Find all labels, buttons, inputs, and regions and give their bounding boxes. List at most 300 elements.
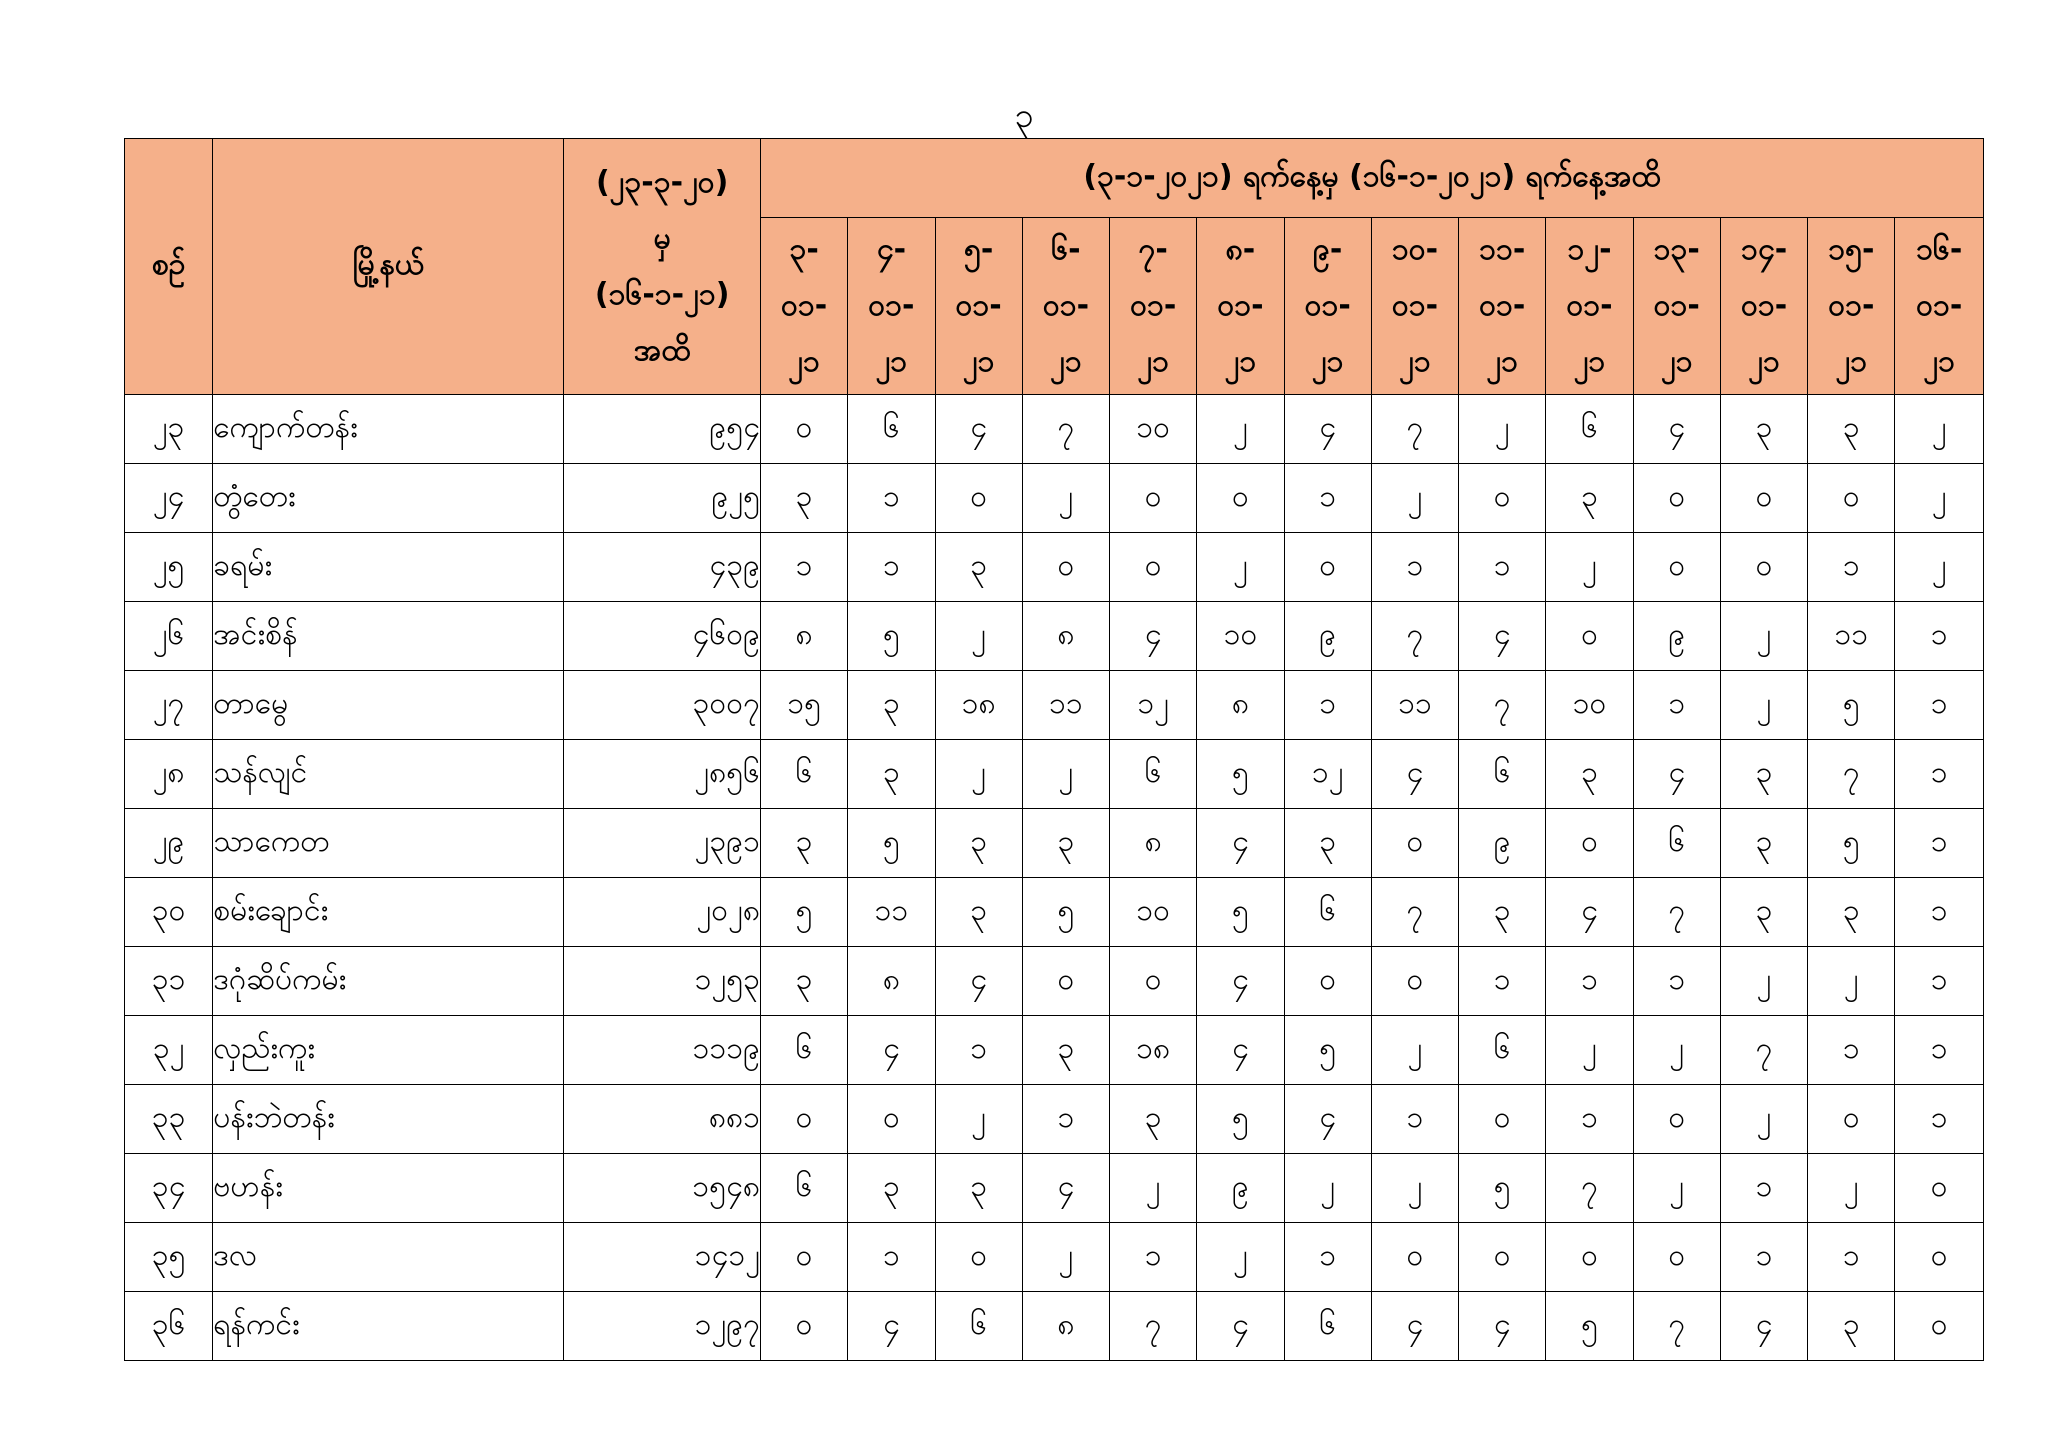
header-date bbox=[1284, 218, 1371, 395]
daily-value: ၁ bbox=[1459, 533, 1546, 602]
row-number: ၂၉ bbox=[125, 809, 213, 878]
township-name: ရန်ကင်း bbox=[213, 1292, 564, 1361]
daily-value: ၈ bbox=[1110, 809, 1197, 878]
daily-value: ၇ bbox=[1633, 878, 1720, 947]
row-number: ၂၄ bbox=[125, 464, 213, 533]
township-name: တာမွေ bbox=[213, 671, 564, 740]
daily-value: ၅ bbox=[848, 602, 935, 671]
table-row bbox=[125, 1085, 1984, 1154]
township-name: သာကေတ bbox=[213, 809, 564, 878]
daily-value: ၃ bbox=[935, 1154, 1022, 1223]
header-date bbox=[1022, 218, 1109, 395]
daily-value: ၀ bbox=[1110, 947, 1197, 1016]
header-date-part: ၈- bbox=[1225, 232, 1256, 267]
table-row bbox=[125, 533, 1984, 602]
row-number: ၃၆ bbox=[125, 1292, 213, 1361]
header-date-part: ၀၁- bbox=[1217, 288, 1264, 323]
daily-value: ၁၁ bbox=[1371, 671, 1458, 740]
header-date-part: ၂၁ bbox=[1923, 344, 1956, 379]
daily-value: ၁၈ bbox=[1110, 1016, 1197, 1085]
daily-value: ၁ bbox=[1895, 740, 1984, 809]
daily-value: ၃ bbox=[935, 533, 1022, 602]
header-date bbox=[760, 218, 847, 395]
daily-value: ၀ bbox=[1110, 533, 1197, 602]
daily-value: ၄ bbox=[848, 1016, 935, 1085]
daily-value: ၆ bbox=[848, 395, 935, 464]
daily-value: ၇ bbox=[1720, 1016, 1807, 1085]
daily-value: ၄ bbox=[1197, 809, 1284, 878]
daily-value: ၁ bbox=[1720, 1223, 1807, 1292]
header-date bbox=[1371, 218, 1458, 395]
daily-value: ၄ bbox=[1197, 1292, 1284, 1361]
header-date-part: ၁၂- bbox=[1567, 232, 1612, 267]
header-date-part: ၀၁- bbox=[1479, 288, 1526, 323]
daily-value: ၃ bbox=[848, 671, 935, 740]
header-date-part: ၂၁ bbox=[1486, 344, 1519, 379]
header-date-part: ၂၁ bbox=[1573, 344, 1606, 379]
daily-value: ၃ bbox=[1808, 1292, 1895, 1361]
daily-value: ၄ bbox=[1633, 740, 1720, 809]
daily-value: ၀ bbox=[1110, 464, 1197, 533]
daily-value: ၁၂ bbox=[1110, 671, 1197, 740]
header-date bbox=[1895, 218, 1984, 395]
header-date-part: ၄- bbox=[876, 232, 907, 267]
header-date-part: ၉- bbox=[1313, 232, 1343, 267]
daily-value: ၁ bbox=[1808, 533, 1895, 602]
daily-value: ၁ bbox=[1895, 947, 1984, 1016]
daily-value: ၄ bbox=[935, 395, 1022, 464]
daily-value: ၄ bbox=[935, 947, 1022, 1016]
daily-value: ၂ bbox=[1110, 1154, 1197, 1223]
table-row bbox=[125, 1223, 1984, 1292]
table-row bbox=[125, 464, 1984, 533]
daily-value: ၀ bbox=[1808, 464, 1895, 533]
daily-value: ၄ bbox=[1284, 1085, 1371, 1154]
township-name: ခရမ်း bbox=[213, 533, 564, 602]
header-date-range: (၃-၁-၂၀၂၁) ရက်နေ့မှ (၁၆-၁-၂၀၂၁) ရက်နေ့အထိ bbox=[760, 139, 1983, 218]
daily-value: ၀ bbox=[1459, 1223, 1546, 1292]
daily-value: ၂ bbox=[1022, 1223, 1109, 1292]
daily-value: ၃ bbox=[1110, 1085, 1197, 1154]
table-row bbox=[125, 878, 1984, 947]
header-date-part: ၀၁- bbox=[1566, 288, 1613, 323]
daily-value: ၃ bbox=[1808, 395, 1895, 464]
daily-value: ၁၂ bbox=[1284, 740, 1371, 809]
table-row bbox=[125, 671, 1984, 740]
daily-value: ၆ bbox=[1459, 1016, 1546, 1085]
daily-value: ၀ bbox=[935, 464, 1022, 533]
daily-value: ၄ bbox=[1197, 947, 1284, 1016]
daily-value: ၁ bbox=[1720, 1154, 1807, 1223]
daily-value: ၃ bbox=[1022, 809, 1109, 878]
daily-value: ၂ bbox=[1633, 1154, 1720, 1223]
header-date-part: ၂၁ bbox=[1137, 344, 1169, 379]
header-date bbox=[1720, 218, 1807, 395]
daily-value: ၅ bbox=[1197, 1085, 1284, 1154]
daily-value: ၅ bbox=[1546, 1292, 1633, 1361]
daily-value: ၉ bbox=[1197, 1154, 1284, 1223]
period-total: ၁၂၉၇ bbox=[564, 1292, 761, 1361]
daily-value: ၆ bbox=[1633, 809, 1720, 878]
daily-value: ၁ bbox=[1371, 533, 1458, 602]
header-date-part: ၂၁ bbox=[1660, 344, 1693, 379]
daily-value: ၆ bbox=[935, 1292, 1022, 1361]
period-total: ၁၁၁၉ bbox=[564, 1016, 761, 1085]
header-township: မြို့နယ် bbox=[213, 139, 564, 395]
header-date bbox=[848, 218, 935, 395]
daily-value: ၀ bbox=[1284, 533, 1371, 602]
daily-value: ၀ bbox=[1197, 464, 1284, 533]
daily-value: ၇ bbox=[1546, 1154, 1633, 1223]
table-row bbox=[125, 1154, 1984, 1223]
daily-value: ၅ bbox=[1197, 878, 1284, 947]
daily-value: ၀ bbox=[1022, 947, 1109, 1016]
daily-value: ၂ bbox=[1808, 947, 1895, 1016]
daily-value: ၃ bbox=[1546, 464, 1633, 533]
daily-value: ၆ bbox=[1284, 1292, 1371, 1361]
township-name: ကျောက်တန်း bbox=[213, 395, 564, 464]
daily-value: ၄ bbox=[1459, 602, 1546, 671]
daily-value: ၂ bbox=[1284, 1154, 1371, 1223]
row-number: ၂၃ bbox=[125, 395, 213, 464]
period-total: ၉၂၅ bbox=[564, 464, 761, 533]
daily-value: ၂ bbox=[1895, 464, 1984, 533]
header-period-line: အထိ bbox=[633, 332, 691, 368]
daily-value: ၃ bbox=[935, 878, 1022, 947]
daily-value: ၆ bbox=[1459, 740, 1546, 809]
period-total: ၂၃၉၁ bbox=[564, 809, 761, 878]
daily-value: ၂ bbox=[1197, 533, 1284, 602]
row-number: ၂၈ bbox=[125, 740, 213, 809]
case-table bbox=[124, 138, 1984, 1361]
daily-value: ၁၈ bbox=[935, 671, 1022, 740]
daily-value: ၄ bbox=[848, 1292, 935, 1361]
daily-value: ၇ bbox=[1110, 1292, 1197, 1361]
daily-value: ၁ bbox=[1895, 671, 1984, 740]
daily-value: ၁၀ bbox=[1110, 878, 1197, 947]
header-date-part: ၁၁- bbox=[1479, 232, 1526, 267]
header-date-part: ၀၁- bbox=[955, 288, 1002, 323]
daily-value: ၃ bbox=[1459, 878, 1546, 947]
daily-value: ၂ bbox=[1546, 533, 1633, 602]
row-number: ၃၀ bbox=[125, 878, 213, 947]
daily-value: ၂ bbox=[1197, 1223, 1284, 1292]
daily-value: ၅ bbox=[760, 878, 847, 947]
daily-value: ၄ bbox=[1284, 395, 1371, 464]
daily-value: ၄ bbox=[1371, 740, 1458, 809]
daily-value: ၇ bbox=[1371, 878, 1458, 947]
daily-value: ၉ bbox=[1284, 602, 1371, 671]
header-date-part: ၂၁ bbox=[1399, 344, 1431, 379]
header-date bbox=[935, 218, 1022, 395]
header-period-line: (၁၆-၁-၂၁) bbox=[594, 276, 730, 312]
daily-value: ၀ bbox=[1371, 1223, 1458, 1292]
daily-value: ၂ bbox=[1720, 671, 1807, 740]
header-period-line: (၂၃-၃-၂၀) bbox=[595, 164, 729, 200]
daily-value: ၃ bbox=[1720, 878, 1807, 947]
header-date bbox=[1197, 218, 1284, 395]
daily-value: ၂ bbox=[1808, 1154, 1895, 1223]
table-body bbox=[125, 395, 1984, 1361]
daily-value: ၀ bbox=[1895, 1154, 1984, 1223]
header-date bbox=[1633, 218, 1720, 395]
daily-value: ၃ bbox=[935, 809, 1022, 878]
daily-value: ၀ bbox=[1633, 533, 1720, 602]
township-name: ဒဂုံဆိပ်ကမ်း bbox=[213, 947, 564, 1016]
township-name: အင်းစိန် bbox=[213, 602, 564, 671]
daily-value: ၀ bbox=[1633, 464, 1720, 533]
period-total: ၂၈၅၆ bbox=[564, 740, 761, 809]
header-date-part: ၁၆- bbox=[1916, 232, 1963, 267]
header-date bbox=[1546, 218, 1633, 395]
daily-value: ၇ bbox=[1633, 1292, 1720, 1361]
daily-value: ၇ bbox=[1459, 671, 1546, 740]
header-date-part: ၂၁ bbox=[788, 344, 820, 379]
row-number: ၃၅ bbox=[125, 1223, 213, 1292]
daily-value: ၀ bbox=[848, 1085, 935, 1154]
daily-value: ၆ bbox=[1110, 740, 1197, 809]
daily-value: ၆ bbox=[760, 740, 847, 809]
header-date-part: ၀၁- bbox=[1130, 288, 1177, 323]
header-date-part: ၀၁- bbox=[1828, 288, 1875, 323]
header-date-part: ၀၁- bbox=[1042, 288, 1090, 323]
header-date-part: ၂၁ bbox=[1748, 344, 1780, 379]
daily-value: ၁ bbox=[1895, 809, 1984, 878]
daily-value: ၀ bbox=[1808, 1085, 1895, 1154]
daily-value: ၃ bbox=[1720, 809, 1807, 878]
daily-value: ၇ bbox=[1022, 395, 1109, 464]
daily-value: ၁ bbox=[1284, 1223, 1371, 1292]
period-total: ၁၄၁၂ bbox=[564, 1223, 761, 1292]
daily-value: ၃ bbox=[848, 740, 935, 809]
township-name: တွံတေး bbox=[213, 464, 564, 533]
table-row bbox=[125, 1292, 1984, 1361]
daily-value: ၆ bbox=[1546, 395, 1633, 464]
daily-value: ၇ bbox=[1808, 740, 1895, 809]
daily-value: ၀ bbox=[1546, 602, 1633, 671]
daily-value: ၂ bbox=[935, 1085, 1022, 1154]
daily-value: ၉ bbox=[1633, 602, 1720, 671]
daily-value: ၅ bbox=[848, 809, 935, 878]
header-date-part: ၅- bbox=[963, 232, 994, 267]
row-number: ၂၆ bbox=[125, 602, 213, 671]
daily-value: ၀ bbox=[760, 1292, 847, 1361]
daily-value: ၀ bbox=[1371, 947, 1458, 1016]
header-date bbox=[1808, 218, 1895, 395]
daily-value: ၃ bbox=[1720, 395, 1807, 464]
daily-value: ၀ bbox=[760, 395, 847, 464]
daily-value: ၁၁ bbox=[1022, 671, 1109, 740]
daily-value: ၆ bbox=[1284, 878, 1371, 947]
daily-value: ၁၁ bbox=[1808, 602, 1895, 671]
row-number: ၂၇ bbox=[125, 671, 213, 740]
daily-value: ၁၀ bbox=[1110, 395, 1197, 464]
period-total: ၁၂၅၃ bbox=[564, 947, 761, 1016]
daily-value: ၁ bbox=[1633, 671, 1720, 740]
period-total: ၉၅၄ bbox=[564, 395, 761, 464]
daily-value: ၅ bbox=[1022, 878, 1109, 947]
daily-value: ၀ bbox=[1546, 1223, 1633, 1292]
daily-value: ၄ bbox=[1633, 395, 1720, 464]
daily-value: ၀ bbox=[1459, 1085, 1546, 1154]
daily-value: ၅ bbox=[1197, 740, 1284, 809]
daily-value: ၄ bbox=[1110, 602, 1197, 671]
daily-value: ၃ bbox=[760, 947, 847, 1016]
header-date-part: ၀၁- bbox=[781, 288, 828, 323]
daily-value: ၁ bbox=[935, 1016, 1022, 1085]
daily-value: ၂ bbox=[1197, 395, 1284, 464]
daily-value: ၁ bbox=[1022, 1085, 1109, 1154]
table-row bbox=[125, 947, 1984, 1016]
daily-value: ၁ bbox=[848, 1223, 935, 1292]
page-number: ၃ bbox=[1014, 96, 1034, 136]
daily-value: ၀ bbox=[1284, 947, 1371, 1016]
daily-value: ၂ bbox=[1720, 947, 1807, 1016]
daily-value: ၀ bbox=[760, 1085, 847, 1154]
township-name: လှည်းကူး bbox=[213, 1016, 564, 1085]
daily-value: ၇ bbox=[1371, 602, 1458, 671]
daily-value: ၀ bbox=[1022, 533, 1109, 602]
header-date-part: ၀၁- bbox=[1653, 288, 1700, 323]
daily-value: ၄ bbox=[1459, 1292, 1546, 1361]
header-date-part: ၁၀- bbox=[1391, 232, 1439, 267]
table-row bbox=[125, 740, 1984, 809]
daily-value: ၃ bbox=[1720, 740, 1807, 809]
daily-value: ၈ bbox=[760, 602, 847, 671]
daily-value: ၁ bbox=[1895, 602, 1984, 671]
daily-value: ၁ bbox=[1895, 1016, 1984, 1085]
header-date-part: ၁၅- bbox=[1828, 232, 1875, 267]
daily-value: ၁ bbox=[1284, 671, 1371, 740]
daily-value: ၂ bbox=[1022, 464, 1109, 533]
daily-value: ၈ bbox=[848, 947, 935, 1016]
daily-value: ၁ bbox=[1546, 947, 1633, 1016]
daily-value: ၅ bbox=[1808, 671, 1895, 740]
township-name: ဗဟန်း bbox=[213, 1154, 564, 1223]
daily-value: ၃ bbox=[760, 809, 847, 878]
header-date-part: ၁၃- bbox=[1653, 232, 1700, 267]
daily-value: ၃ bbox=[1022, 1016, 1109, 1085]
daily-value: ၂ bbox=[935, 602, 1022, 671]
township-name: ဒလ bbox=[213, 1223, 564, 1292]
daily-value: ၃ bbox=[848, 1154, 935, 1223]
daily-value: ၁ bbox=[1284, 464, 1371, 533]
period-total: ၁၅၄၈ bbox=[564, 1154, 761, 1223]
daily-value: ၁ bbox=[1459, 947, 1546, 1016]
daily-value: ၁ bbox=[848, 533, 935, 602]
daily-value: ၆ bbox=[760, 1154, 847, 1223]
daily-value: ၁ bbox=[1808, 1016, 1895, 1085]
daily-value: ၀ bbox=[1633, 1223, 1720, 1292]
table-row bbox=[125, 395, 1984, 464]
table-row bbox=[125, 602, 1984, 671]
daily-value: ၁ bbox=[760, 533, 847, 602]
daily-value: ၉ bbox=[1459, 809, 1546, 878]
daily-value: ၄ bbox=[1720, 1292, 1807, 1361]
daily-value: ၄ bbox=[1546, 878, 1633, 947]
daily-value: ၁၁ bbox=[848, 878, 935, 947]
daily-value: ၁၅ bbox=[760, 671, 847, 740]
daily-value: ၄ bbox=[1371, 1292, 1458, 1361]
daily-value: ၁ bbox=[1546, 1085, 1633, 1154]
row-number: ၃၂ bbox=[125, 1016, 213, 1085]
header-date-part: ၂၁ bbox=[1311, 344, 1344, 379]
daily-value: ၈ bbox=[1022, 1292, 1109, 1361]
township-name: စမ်းချောင်း bbox=[213, 878, 564, 947]
daily-value: ၄ bbox=[1022, 1154, 1109, 1223]
daily-value: ၂ bbox=[1633, 1016, 1720, 1085]
header-no: စဉ် bbox=[125, 139, 213, 395]
daily-value: ၆ bbox=[760, 1016, 847, 1085]
daily-value: ၅ bbox=[1459, 1154, 1546, 1223]
table-row bbox=[125, 1016, 1984, 1085]
daily-value: ၂ bbox=[1720, 602, 1807, 671]
daily-value: ၃ bbox=[760, 464, 847, 533]
daily-value: ၁ bbox=[1808, 1223, 1895, 1292]
period-total: ၈၈၁ bbox=[564, 1085, 761, 1154]
header-row-top bbox=[125, 139, 1984, 218]
header-date bbox=[1110, 218, 1197, 395]
header-date-part: ၀၁- bbox=[1916, 288, 1963, 323]
header-date-part: ၀၁- bbox=[1740, 288, 1788, 323]
header-date-part: ၂၁ bbox=[875, 344, 908, 379]
daily-value: ၃ bbox=[1808, 878, 1895, 947]
daily-value: ၂ bbox=[1895, 395, 1984, 464]
daily-value: ၂ bbox=[1459, 395, 1546, 464]
daily-value: ၁ bbox=[1371, 1085, 1458, 1154]
daily-value: ၁၀ bbox=[1197, 602, 1284, 671]
row-number: ၃၄ bbox=[125, 1154, 213, 1223]
header-date-part: ၂၁ bbox=[962, 344, 995, 379]
daily-value: ၀ bbox=[1371, 809, 1458, 878]
daily-value: ၃ bbox=[1284, 809, 1371, 878]
daily-value: ၂ bbox=[935, 740, 1022, 809]
row-number: ၂၅ bbox=[125, 533, 213, 602]
header-period-line: မှ bbox=[653, 220, 671, 256]
header-date-part: ၀၁- bbox=[1304, 288, 1351, 323]
daily-value: ၅ bbox=[1808, 809, 1895, 878]
daily-value: ၇ bbox=[1371, 395, 1458, 464]
daily-value: ၀ bbox=[760, 1223, 847, 1292]
daily-value: ၁ bbox=[1895, 1085, 1984, 1154]
daily-value: ၂ bbox=[1022, 740, 1109, 809]
daily-value: ၂ bbox=[1371, 464, 1458, 533]
daily-value: ၀ bbox=[1546, 809, 1633, 878]
header-date-part: ၁၄- bbox=[1740, 232, 1788, 267]
table-row bbox=[125, 809, 1984, 878]
daily-value: ၀ bbox=[1720, 464, 1807, 533]
row-number: ၃၁ bbox=[125, 947, 213, 1016]
daily-value: ၂ bbox=[1371, 1154, 1458, 1223]
daily-value: ၀ bbox=[1895, 1292, 1984, 1361]
daily-value: ၀ bbox=[1895, 1223, 1984, 1292]
row-number: ၃၃ bbox=[125, 1085, 213, 1154]
daily-value: ၈ bbox=[1197, 671, 1284, 740]
header-date-part: ၂၁ bbox=[1224, 344, 1257, 379]
daily-value: ၂ bbox=[1371, 1016, 1458, 1085]
header-period bbox=[564, 139, 761, 395]
header-date-part: ၇- bbox=[1138, 232, 1168, 267]
header-date-part: ၀၁- bbox=[1391, 288, 1439, 323]
daily-value: ၈ bbox=[1022, 602, 1109, 671]
daily-value: ၁ bbox=[1633, 947, 1720, 1016]
daily-value: ၃ bbox=[1546, 740, 1633, 809]
period-total: ၂၀၂၈ bbox=[564, 878, 761, 947]
daily-value: ၅ bbox=[1284, 1016, 1371, 1085]
daily-value: ၄ bbox=[1197, 1016, 1284, 1085]
header-date bbox=[1459, 218, 1546, 395]
daily-value: ၀ bbox=[935, 1223, 1022, 1292]
